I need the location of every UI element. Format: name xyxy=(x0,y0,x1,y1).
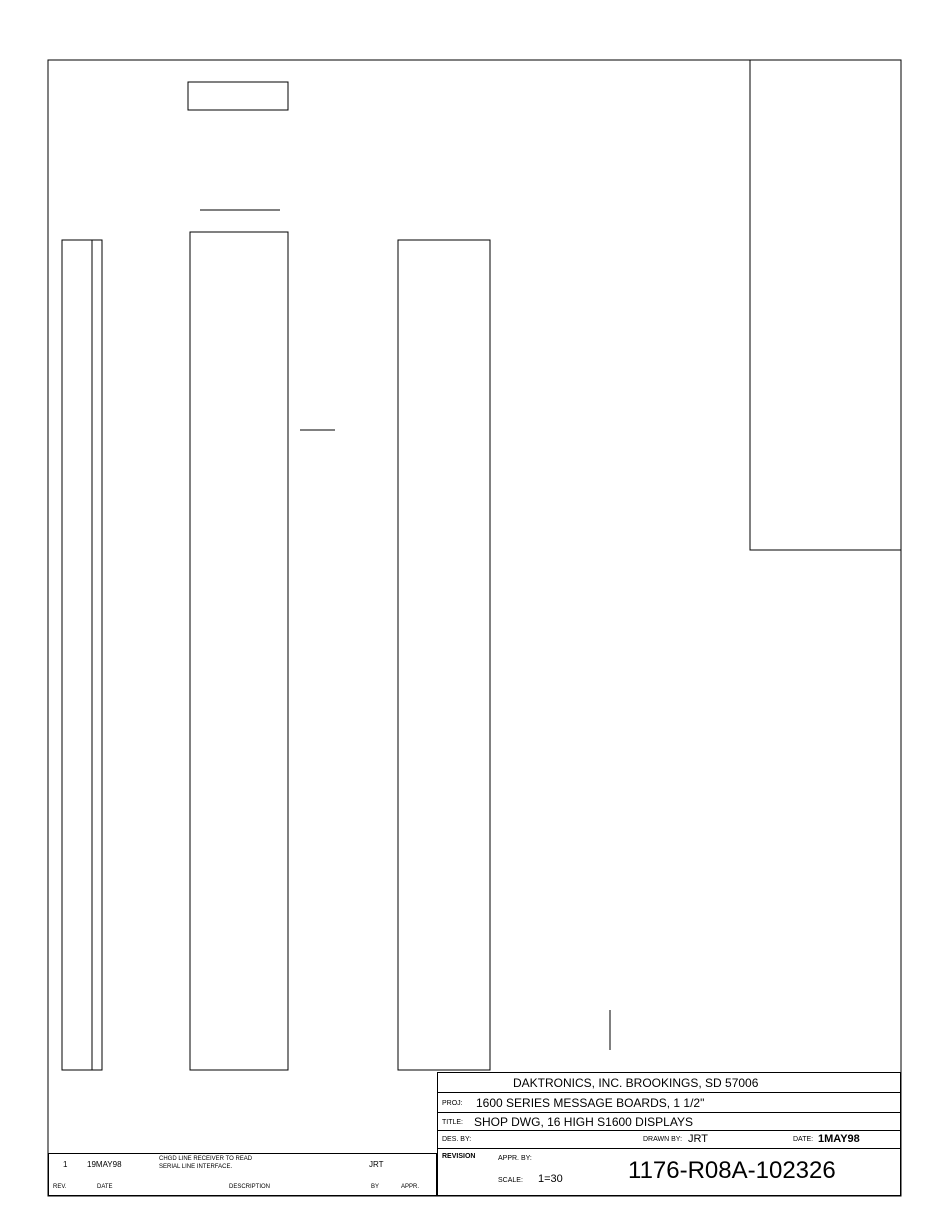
proj-label: PROJ: xyxy=(442,1100,463,1107)
drawing-number: 1176-R08A-102326 xyxy=(628,1157,836,1184)
rev-header-description: DESCRIPTION xyxy=(229,1184,271,1190)
right-side-view xyxy=(188,82,288,110)
title-block xyxy=(437,1072,901,1196)
designer-row xyxy=(438,1131,900,1149)
title-label: TITLE: xyxy=(442,1119,464,1126)
appr-label: APPR. BY: xyxy=(498,1155,532,1162)
title-row xyxy=(438,1113,900,1131)
scale-label: SCALE: xyxy=(498,1177,523,1184)
company-name: DAKTRONICS, INC. BROOKINGS, SD 57006 xyxy=(513,1076,759,1090)
rev-description-2: SERIAL LINE INTERFACE. xyxy=(159,1164,233,1170)
rear-view-outline xyxy=(398,240,490,1070)
drawing-title: SHOP DWG, 16 HIGH S1600 DISPLAYS xyxy=(474,1115,693,1129)
rev-description-1: CHGD LINE RECEIVER TO READ xyxy=(159,1156,253,1162)
section-view-outline xyxy=(62,240,102,1070)
drawing-date: 1MAY98 xyxy=(818,1133,860,1145)
front-view-outline xyxy=(190,232,288,1070)
project-name: 1600 SERIES MESSAGE BOARDS, 1 1/2" xyxy=(476,1096,705,1110)
rev-header-appr: APPR. xyxy=(401,1184,420,1190)
rev-date: 19MAY98 xyxy=(87,1160,122,1169)
rev-number: 1 xyxy=(63,1160,68,1169)
company-row xyxy=(438,1073,900,1093)
revision-label: REVISION xyxy=(442,1153,476,1160)
proj-row xyxy=(438,1093,900,1113)
rev-header-date: DATE xyxy=(97,1184,113,1190)
sheet-border xyxy=(48,60,901,1196)
des-label: DES. BY: xyxy=(442,1136,472,1143)
rev-header-rev: REV. xyxy=(53,1184,67,1190)
date-label: DATE: xyxy=(793,1136,814,1143)
scale-value: 1=30 xyxy=(538,1173,563,1185)
rev-by: JRT xyxy=(369,1160,384,1169)
drawn-label: DRAWN BY: xyxy=(643,1136,683,1143)
drawn-by: JRT xyxy=(688,1133,708,1145)
model-table-frame xyxy=(750,60,901,550)
rev-header-by: BY xyxy=(371,1184,380,1190)
revision-block xyxy=(48,1153,437,1196)
